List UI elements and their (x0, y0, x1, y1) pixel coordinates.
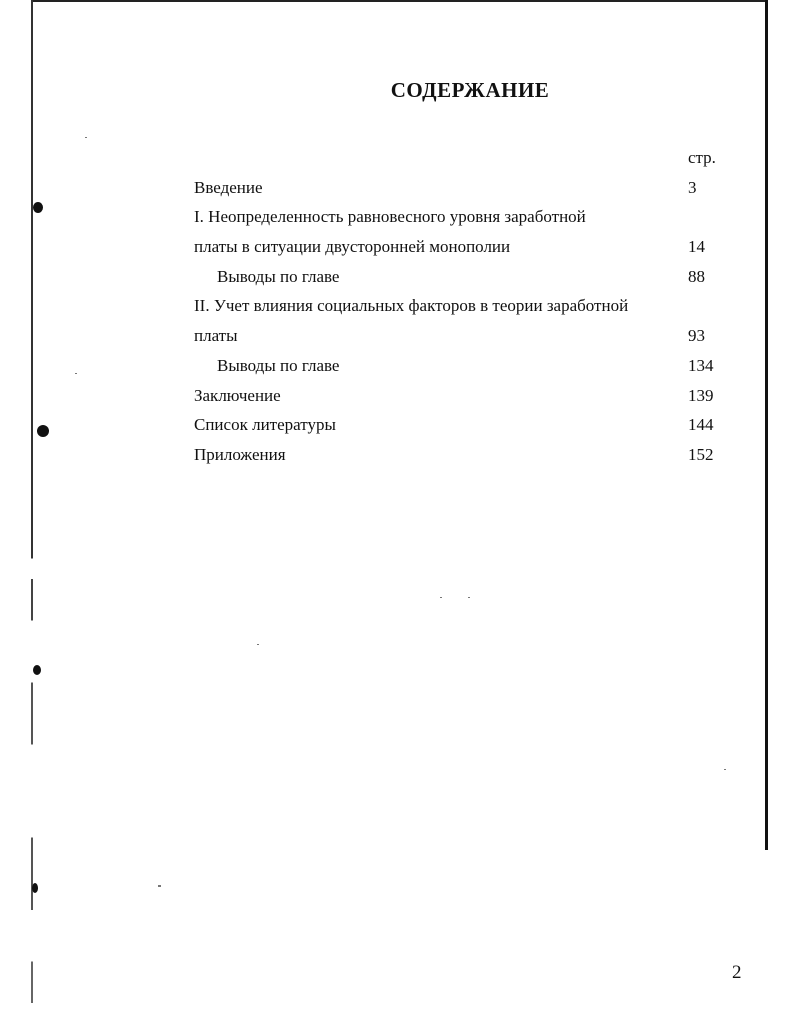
punch-hole-mark (32, 883, 38, 893)
toc-entry (194, 381, 734, 411)
toc-header-row (194, 143, 734, 173)
toc-entry-page: 93 (688, 326, 705, 346)
toc-entry (194, 351, 734, 381)
toc-entry-text: Список литературы (194, 415, 336, 435)
toc-entry-text: II. Учет влияния социальных факторов в теории заработной (194, 296, 629, 316)
punch-hole-mark (33, 665, 41, 675)
toc-entry-text: Выводы по главе (217, 355, 340, 375)
scan-speck (75, 373, 77, 374)
toc-entry-text: Заключение (194, 385, 281, 405)
toc-entry (194, 440, 734, 470)
toc-entry-page: 139 (688, 385, 714, 405)
toc-entry (194, 262, 734, 292)
scan-speck (257, 644, 259, 645)
scan-speck (724, 769, 726, 770)
toc-entry-text: Введение (194, 177, 263, 197)
toc-entry (194, 321, 734, 351)
punch-hole-mark (33, 202, 43, 213)
scan-left-edge (31, 0, 33, 1034)
toc-entry (194, 291, 734, 321)
scan-speck (468, 597, 470, 598)
scan-speck (158, 885, 161, 887)
toc-entry-page: 134 (688, 355, 714, 375)
scan-speck (440, 597, 442, 598)
toc-entry (194, 410, 734, 440)
toc-entry-text: I. Неопределенность равновесного уровня заработной (194, 207, 586, 227)
toc-entry-text: платы в ситуации двусторонней монополии (194, 237, 511, 257)
toc-entry-page: 152 (688, 444, 714, 464)
toc-entry-page: 3 (688, 177, 697, 197)
punch-hole-mark (37, 425, 49, 437)
scan-right-edge (765, 0, 768, 850)
toc-entry-text: платы (194, 326, 238, 346)
toc-entry (194, 173, 734, 203)
toc-entry-text: Приложения (194, 444, 286, 464)
toc-entry-text: Выводы по главе (217, 266, 340, 286)
scan-speck (85, 137, 87, 138)
table-of-contents (194, 143, 734, 470)
page-title: СОДЕРЖАНИЕ (390, 78, 550, 102)
toc-entry-page: 88 (688, 266, 705, 286)
scan-top-edge (32, 0, 768, 2)
toc-entry (194, 232, 734, 262)
toc-entry-page: 144 (688, 415, 714, 435)
toc-entry (194, 202, 734, 232)
page-column-header: стр. (688, 148, 716, 167)
toc-entry-page: 14 (688, 237, 705, 257)
page-number: 2 (732, 962, 742, 983)
